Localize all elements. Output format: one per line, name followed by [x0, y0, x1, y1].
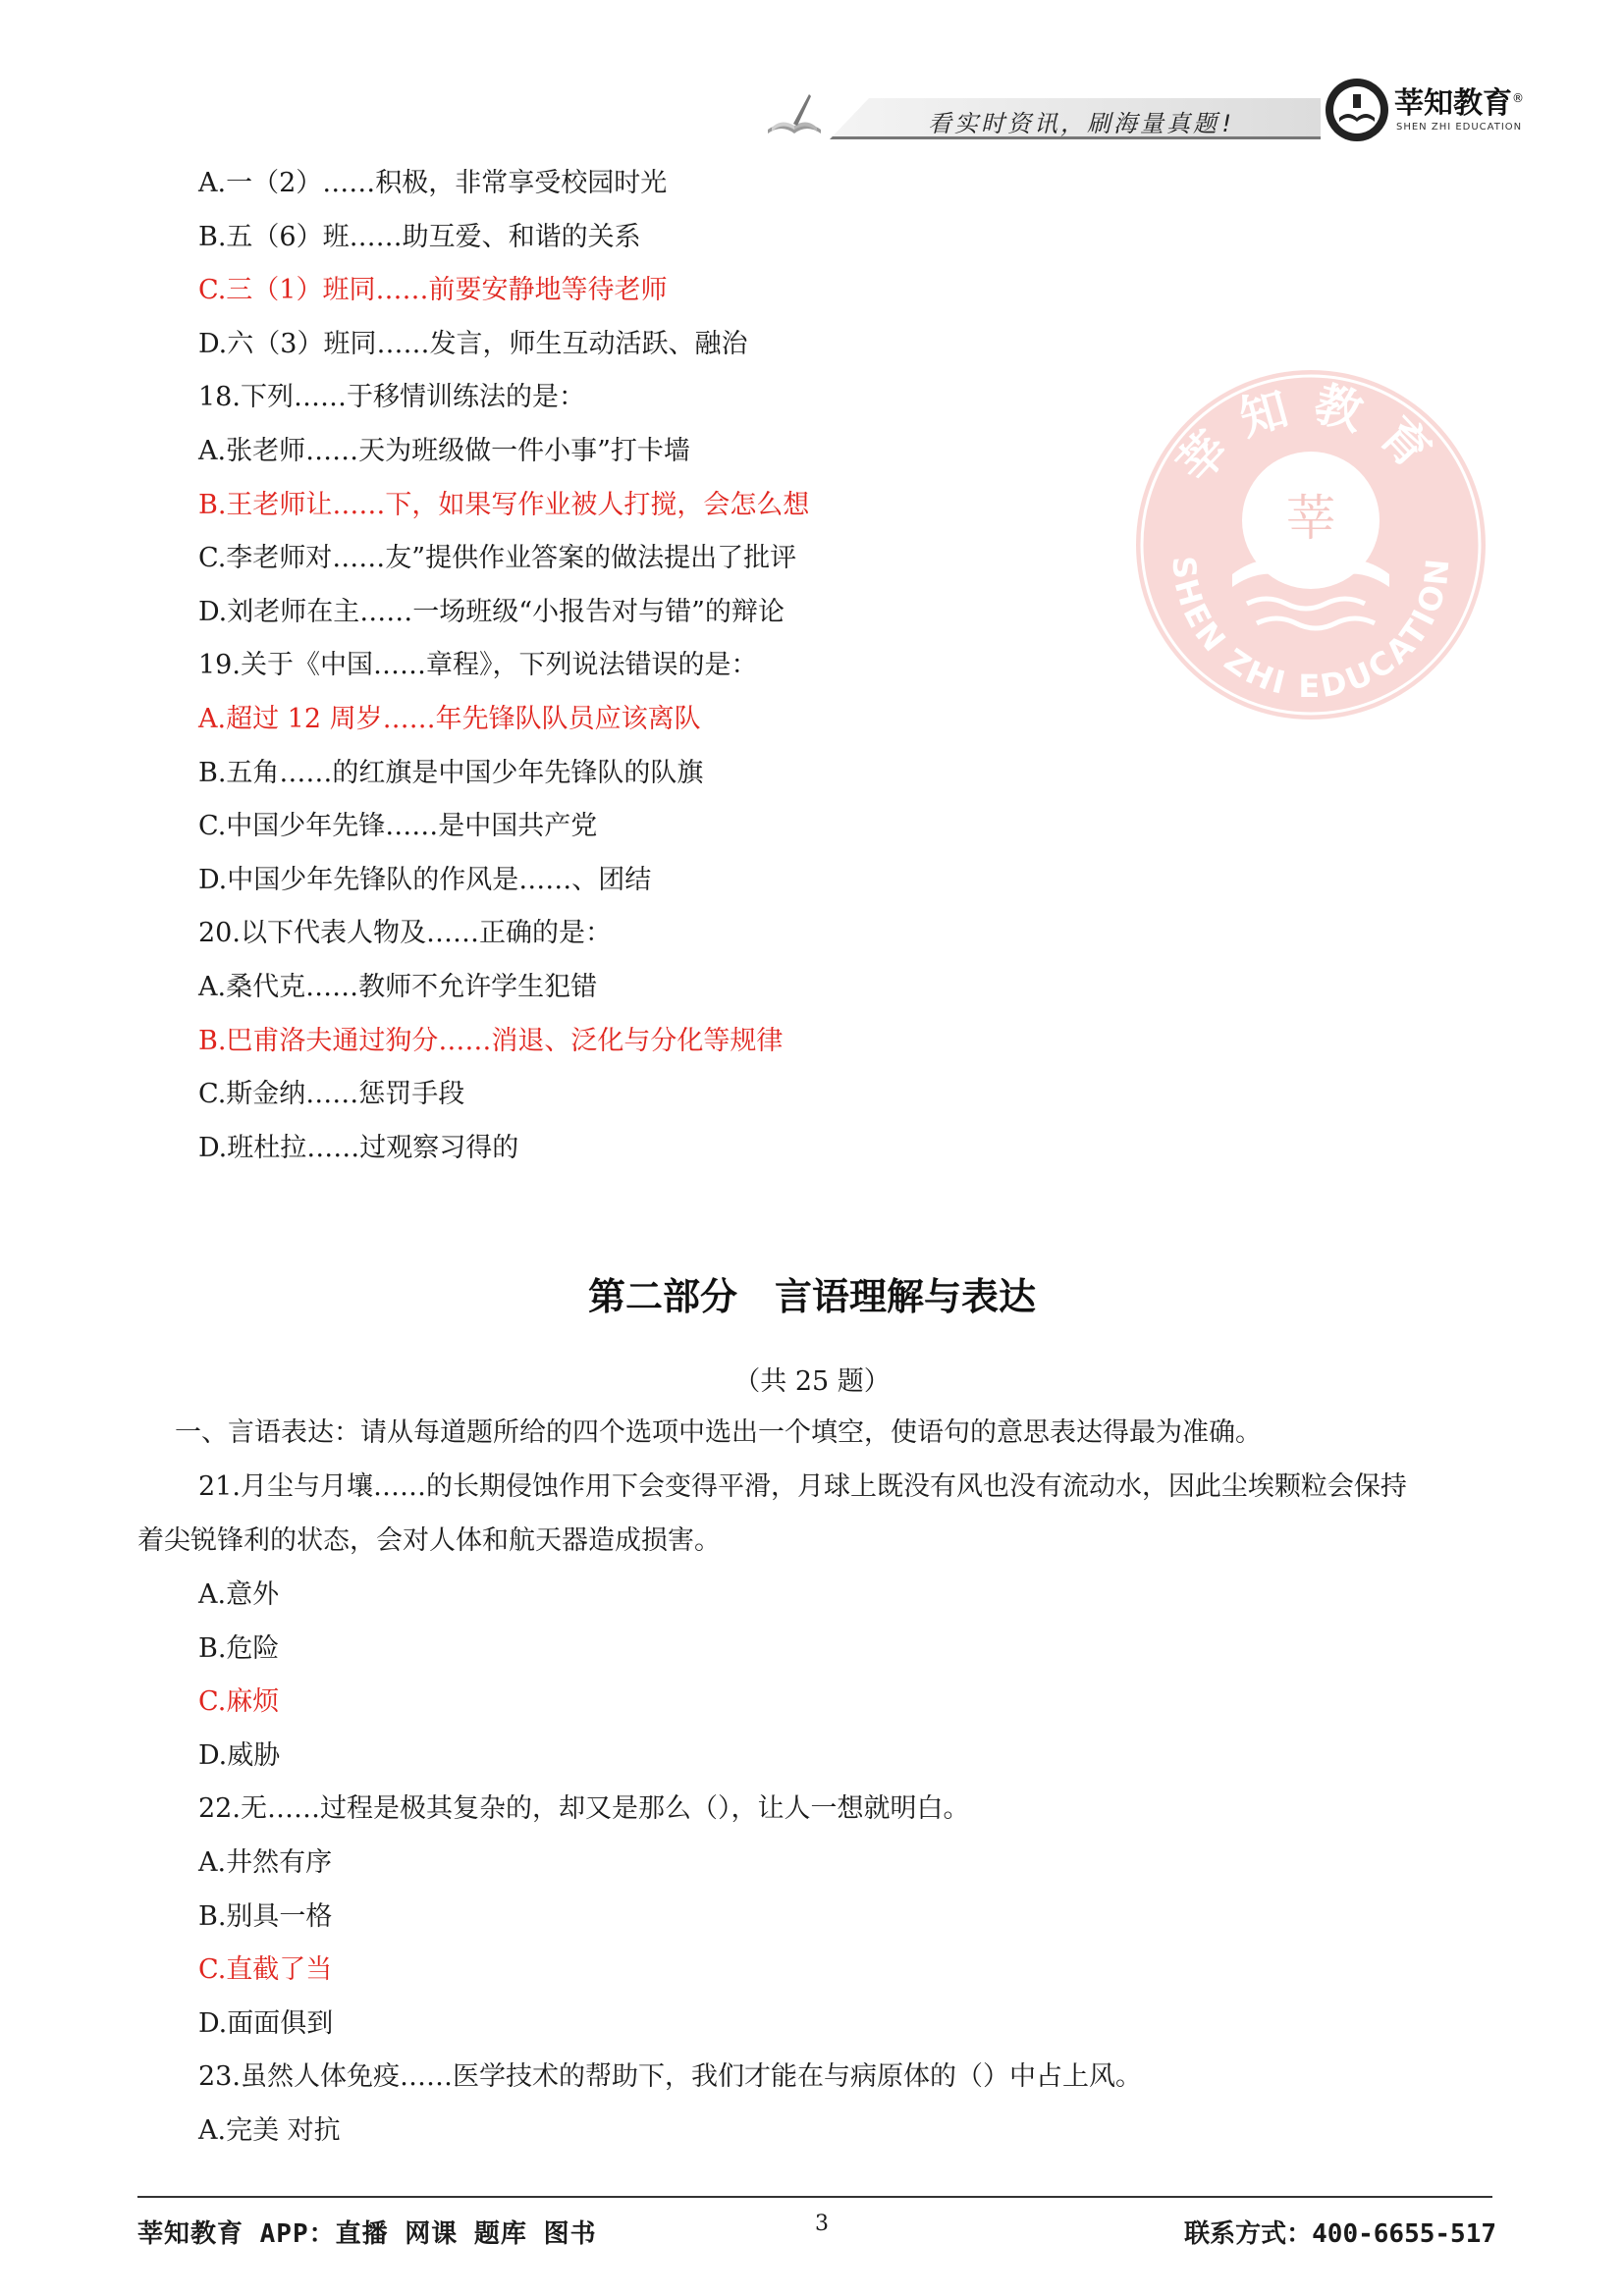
- question-answer-line: A.超过 12 周岁……年先锋队队员应该离队: [198, 704, 701, 734]
- question-answer-line: B.巴甫洛夫通过狗分……消退、泛化与分化等规律: [198, 1025, 784, 1056]
- question-line: D.中国少年先锋队的作风是……、团结: [198, 864, 652, 895]
- question-answer-line: C.麻烦: [198, 1686, 280, 1718]
- question-line: A.完美 对抗: [198, 2115, 341, 2146]
- question-line: B.五（6）班……助互爱、和谐的关系: [198, 221, 641, 252]
- svg-text:莘: 莘: [1286, 490, 1335, 547]
- question-line: A.一（2）……积极，非常享受校园时光: [198, 168, 668, 198]
- question-line: C.李老师对……友”提供作业答案的做法提出了批评: [198, 543, 797, 574]
- question-line: 20.以下代表人物及……正确的是：: [198, 918, 612, 949]
- question-line: 19.关于《中国……章程》，下列说法错误的是：: [198, 650, 758, 681]
- question-answer-line: B.王老师让……下，如果写作业被人打搅，会怎么想: [198, 489, 810, 520]
- question-line: A.井然有序: [198, 1847, 333, 1878]
- question-line: 18.下列……于移情训练法的是：: [198, 382, 585, 413]
- question-21-line2: 着尖锐锋利的状态，会对人体和航天器造成损害。: [137, 1525, 721, 1556]
- brand-logo: [1324, 77, 1524, 147]
- question-line: 23.虽然人体免疫……医学技术的帮助下，我们才能在与病原体的（）中占上风。: [198, 2061, 1142, 2093]
- book-quill-icon: [764, 90, 825, 137]
- question-answer-line: C.直截了当: [198, 1954, 333, 1986]
- question-line: C.斯金纳……惩罚手段: [198, 1079, 465, 1110]
- question-line: D.六（3）班同……发言，师生互动活跃、融治: [198, 328, 748, 359]
- section-instruction: 一、言语表达：请从每道题所给的四个选项中选出一个填空，使语句的意思表达得最为准确。: [175, 1417, 1262, 1448]
- question-21-line1: 21.月尘与月壤……的长期侵蚀作用下会变得平滑，月球上既没有风也没有流动水，因此尘埃颗粒会保持: [198, 1471, 1407, 1502]
- question-answer-line: C.三（1）班同……前要安静地等待老师: [198, 275, 668, 306]
- registered-mark: ®: [1512, 91, 1524, 105]
- question-line: D.班杜拉……过观察习得的: [198, 1132, 519, 1163]
- header-slogan: 看实时资讯，刷海量真题!: [928, 110, 1237, 137]
- svg-text:SHEN ZHI EDUCATION: SHEN ZHI EDUCATION: [1164, 554, 1457, 706]
- question-line: D.威胁: [198, 1739, 281, 1771]
- question-line: D.刘老师在主……一场班级“小报告对与错”的辩论: [198, 596, 785, 627]
- brand-subtitle: SHEN ZHI EDUCATION: [1396, 122, 1523, 133]
- question-line: 22.无……过程是极其复杂的，却又是那么（），让人一想就明白。: [198, 1793, 970, 1825]
- footer-app-info: 莘知教育 APP：直播 网课 题库 图书: [137, 2219, 597, 2249]
- question-line: A.张老师……天为班级做一件小事”打卡墙: [198, 436, 690, 466]
- footer-divider: [137, 2196, 1492, 2198]
- question-line: A.意外: [198, 1579, 280, 1610]
- svg-text:莘知教育: 莘知教育: [1166, 376, 1455, 494]
- brand-emblem-icon: [1324, 77, 1390, 143]
- section-count: （共 25 题）: [733, 1366, 891, 1397]
- question-line: A.桑代克……教师不允许学生犯错: [198, 972, 598, 1002]
- footer-contact: 联系方式：400-6655-517: [1184, 2219, 1496, 2249]
- question-line: B.危险: [198, 1632, 280, 1664]
- brand-name: 莘知教育®: [1394, 86, 1524, 121]
- question-line: D.面面俱到: [198, 2007, 334, 2039]
- page-number: 3: [815, 2212, 829, 2236]
- question-line: B.五角……的红旗是中国少年先锋队的队旗: [198, 757, 704, 788]
- watermark-seal: [1129, 363, 1492, 726]
- section-title: 第二部分 言语理解与表达: [587, 1275, 1036, 1318]
- question-line: B.别具一格: [198, 1900, 333, 1932]
- question-line: C.中国少年先锋……是中国共产党: [198, 811, 598, 842]
